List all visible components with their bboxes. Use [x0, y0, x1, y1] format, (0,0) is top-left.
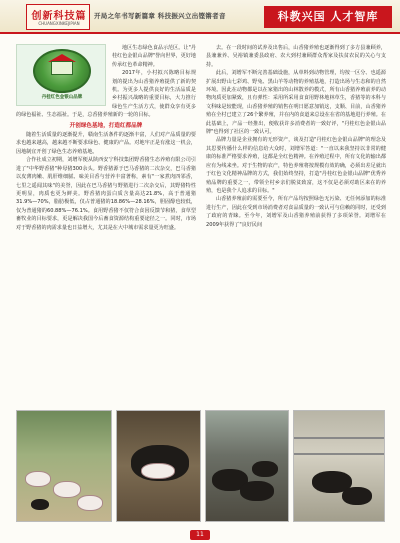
pig-figure — [77, 495, 103, 511]
photo-pig-pen — [293, 410, 385, 522]
paragraph: 品牌力量是企业拥有的无形资产，谈及打造"丹桂红色金银山品牌"的理念及其思要传播什么样的信息给大众时，刘增军答道："一直以来我坚持以非常的健康的标准严格要求养殖，这都是全红色精神。在养殖过程中，所有文化的输出都应有为线来坐。对于生物的农产，特色养殖将按规模有效的确，必须出差足就出于红色文化精神品牌的方式，我们始终坚持，打造"丹桂红色金银山品牌"优秀养殖品牌的重要之一，带领全村乡亲们脱贫致富，这不仅是必须对助区来在的养殖，也是我个人追求的目标。" — [206, 137, 386, 194]
pig-figure — [342, 487, 372, 505]
article-column-left — [16, 44, 196, 402]
fence-rail — [294, 453, 385, 455]
column-logo — [26, 4, 90, 30]
fence-rail — [294, 437, 385, 439]
emblem-house-icon — [51, 61, 73, 75]
paragraph: 地区生态绿色食品示范区。让"丹桂红色金银山品牌"誉向世界，更好地传承红色革命精神。 — [112, 45, 196, 68]
pig-figure — [252, 461, 278, 477]
pig-figure — [25, 471, 51, 487]
logo-subtitle: CHUANGXINKEJIPIAN — [38, 21, 80, 26]
header-slogan: 开局之年书写新篇章 科技振兴立出铿锵者音 — [94, 12, 226, 20]
pig-figure — [53, 481, 81, 498]
article-column-right — [206, 44, 386, 402]
photo-black-pigs — [205, 410, 289, 522]
photo-white-pigs — [16, 410, 112, 522]
paragraph: 2017年，小村拟兴陈略目标规划的提出为山香猪养殖提供了新的契机。为更多人提供良好的生活品质是乡村振兴战略的重要目标，大力推行绿色生产生活方式，使群众享有更多的绿色福祉、生态福祉。于是，总香猪养殖新的一轮的目标。 — [16, 70, 196, 119]
paragraph: 随着生活质量的逐渐提升，赣南生活条件的逐渐丰富，人们对产品质量的要求也越来越高，越来越不断要求绿色、健康的产品。对地牢正是有涨这一机会，因地制宜开创了绿色生态养殖基地。 — [16, 132, 196, 155]
photo-boar — [116, 410, 201, 522]
pig-figure — [141, 463, 175, 479]
paragraph: 合作社成立初期，刘增军便从陕西安宁科技集团野香猪生态养殖有限公司引进了"中华野香猪"种母猪300余头。野香猪源于巴马香猪的二次杂交，巴马香猪以皮薄肉嫩、肌肝维细腻、味美目香与营养丰富著称，素有"一家煮肉四邻香，七里之遥闻其味"的美誉，因此在巴马香猪与野猪进行二次杂交后，其野猪特性更明显，肉质也更为鲜美。野香猪肉蛋白质含量高达21.8%，高于普通猪31.9%—70%，脂肪极低，仅占普通猪的18.86%—28.16%，胆固醇也较低，仅为普通猪的60.88%—76.1%。食用野香猪不仅符合食因反馈节和猪，食草型畜牧业的目标要求，更是解决我国今后畜食资源结构重要途径之一。同时，市场对于野香猪的肉需求量也日益增大，尤其是在大中城市需求量更为旺盛。 — [16, 157, 196, 231]
section-title-tag: 科教兴国 人才智库 — [264, 6, 392, 28]
emblem-caption: 丹桂红色金银山品牌 — [41, 95, 83, 100]
page-number: 11 — [190, 530, 210, 540]
header-bar — [0, 0, 400, 34]
logo-title: 创新科技篇 — [31, 11, 87, 22]
paragraph: 山香猪养殖前的需要至今，所有产品均按照绿色无污染、无任何添加的标准进行生产，因此在受到市场消费者对食品质量的一致认可与信赖的同时，还受到了政府的青睐。至今年，刘增军及山香猪养殖前获得了多项荣誉。刘增军在2009年获得了"良好民间 — [206, 196, 386, 228]
article-subheading: 开创绿色基地，打造红都品牌 — [69, 122, 143, 129]
brand-emblem-image — [16, 44, 106, 106]
paragraph: 此后，刘增军不断完善基础设施，从单料到动物管理，均按一区分、也遥源扩展出野山七彩鸡、野兔、黑山羊等动物的养殖基地，打造出场与生态和的自然环境。因此在动物都是以在家猪出的山林散养的模式，所有山香猪养殖前养的动物肉质更加紧致，且有弹性：采用所采用食食用野林地林草生，香猪等的本科与文科味是较能现，山香猪养殖的销售在明日愿意加销这，支顺、目前，山香猪养殖在全村已建立了26个繁养殖，并在内的食道来总设在在省的基地进行养殖。在此基础上，产品一经推出，便收获许多消费者的一致好评，"丹桂红色金银山品牌"也得到了社区的一致认可。 — [206, 70, 386, 136]
pig-figure — [240, 481, 274, 501]
pig-figure — [31, 499, 49, 510]
paragraph: 去。在一段时间的试养及出售后，山香猪养殖也逐渐得到了多方县兼顾养，县兼兼养、吴裕镇兼委县政府、农大到村兼顾群众帮家及扶贫农民的关心与支持。 — [206, 45, 386, 68]
article-body — [16, 44, 386, 402]
